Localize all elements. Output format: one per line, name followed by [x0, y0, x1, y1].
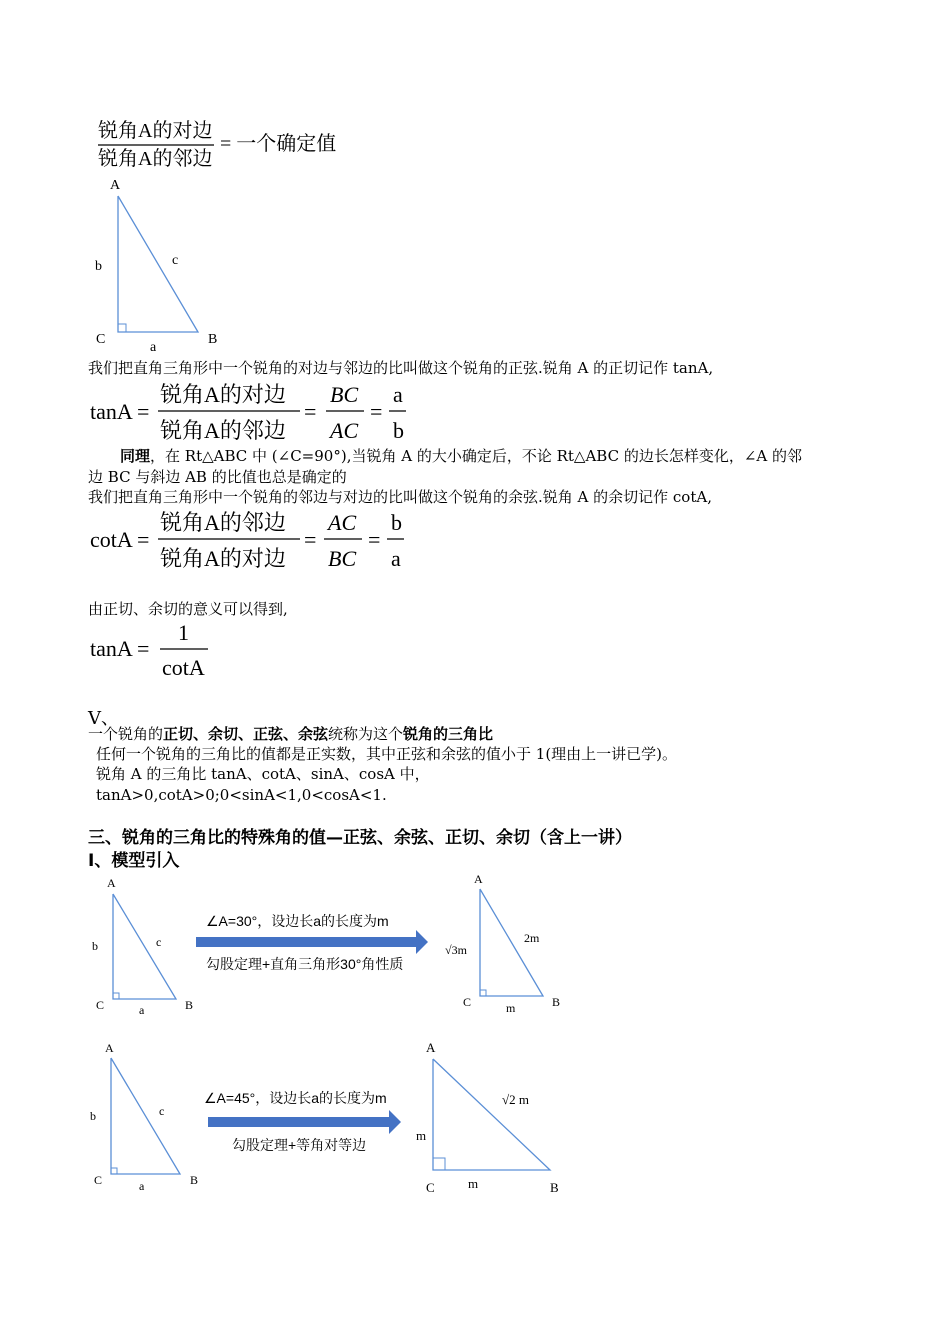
m45-right-bb: B: [550, 1180, 559, 1195]
para-same-line2: 边 BC 与斜边 AB 的比值也总是确定的: [88, 468, 347, 486]
model-45: [88, 1040, 588, 1200]
para-tan: 我们把直角三角形中一个锐角的对边与邻边的比叫做这个锐角的正弦.锐角 A 的正切记作 tanA,: [88, 359, 714, 377]
heading-model-intro: Ⅰ、模型引入: [88, 851, 180, 871]
formula-tan: [88, 378, 428, 444]
m30-left-c: c: [156, 935, 162, 949]
m30-right-cc: C: [463, 995, 472, 1009]
svg-text:=: =: [368, 527, 381, 552]
cot-lhs: cotA =: [90, 527, 150, 552]
formula-ratio: [98, 116, 348, 172]
m45-left-b: b: [90, 1109, 96, 1123]
m30-arrow-top: ∠A=30°，设边长a的长度为m: [206, 913, 389, 929]
section-v: V、: [88, 708, 119, 729]
para-meaning: 由正切、余切的意义可以得到,: [88, 600, 288, 618]
m45-left-c: c: [159, 1104, 165, 1118]
formula-num: 锐角A的对边: [98, 120, 213, 142]
formula-ratio-svg: [98, 116, 348, 172]
cot-den2: BC: [328, 546, 357, 571]
m45-arrow-bottom: 勾股定理+等角对等边: [232, 1137, 367, 1153]
m30-right-ab: 2m: [524, 931, 540, 945]
m30-left-sa: a: [139, 1003, 145, 1017]
cot-num1: 锐角A的邻边: [160, 510, 286, 535]
rel-num: 1: [178, 620, 189, 645]
tan-num1: 锐角A的对边: [160, 382, 286, 407]
m30-left-b: b: [92, 939, 98, 953]
formula-cot: [88, 508, 428, 574]
m30-left-a: A: [107, 876, 116, 890]
vertex-a: A: [110, 178, 121, 193]
svg-text:=: =: [304, 527, 317, 552]
v-line2: 任何一个锐角的三角比的值都是正实数，其中正弦和余弦的值小于 1(理由上一讲已学)。: [96, 745, 678, 763]
tan-num3: a: [393, 382, 403, 407]
formula-relation: [88, 618, 228, 682]
m45-left-sa: a: [139, 1179, 145, 1193]
cot-den3: a: [391, 546, 401, 571]
m30-right-a: A: [474, 872, 483, 886]
para-cot: 我们把直角三角形中一个锐角的邻边与对边的比叫做这个锐角的余弦.锐角 A 的余切记作 cotA,: [88, 488, 712, 506]
m45-left-a: A: [105, 1041, 114, 1055]
m30-arrow-bottom: 勾股定理+直角三角形30°角性质: [206, 956, 404, 972]
v-line3: 锐角 A 的三角比 tanA、cotA、sinA、cosA 中，: [96, 765, 430, 783]
svg-text:=: =: [370, 399, 383, 424]
tan-den1: 锐角A的邻边: [160, 418, 286, 443]
tan-den2: AC: [330, 418, 359, 443]
tan-den3: b: [393, 418, 404, 443]
m30-left-bb: B: [185, 998, 194, 1012]
tan-num2: BC: [330, 382, 359, 407]
m45-arrow-top: ∠A=45°，设边长a的长度为m: [204, 1090, 387, 1106]
side-a: a: [150, 340, 157, 354]
v-line1: 一个锐角的正切、余切、正弦、余弦统称为这个锐角的三角比: [88, 725, 494, 743]
arrow-icon: [208, 1110, 401, 1134]
m45-right-bc: m: [468, 1176, 479, 1191]
rel-den: cotA: [162, 655, 205, 680]
svg-text:=: =: [304, 399, 317, 424]
cot-den1: 锐角A的对边: [160, 546, 286, 571]
cot-num3: b: [391, 510, 402, 535]
side-b: b: [95, 259, 102, 274]
m30-left-cc: C: [96, 998, 105, 1012]
m45-right-cc: C: [426, 1180, 435, 1195]
rel-lhs: tanA =: [90, 636, 150, 661]
tan-lhs: tanA =: [90, 399, 150, 424]
cot-num2: AC: [328, 510, 357, 535]
heading-section3: 三、锐角的三角比的特殊角的值—正弦、余弦、正切、余切（含上一讲）: [88, 828, 632, 848]
m30-right-bb: B: [552, 995, 561, 1009]
side-c: c: [172, 253, 179, 268]
model-30: [88, 872, 588, 1022]
m45-right-ac: m: [416, 1128, 427, 1143]
formula-rhs: = 一个确定值: [220, 133, 337, 155]
m45-left-cc: C: [94, 1173, 103, 1187]
m45-right-ab: √2 m: [502, 1092, 529, 1107]
formula-den: 锐角A的邻边: [98, 148, 213, 170]
m45-left-bb: B: [190, 1173, 199, 1187]
v-line4: tanA>0,cotA>0;0<sinA<1,0<cosA<1.: [96, 786, 387, 804]
vertex-b: B: [208, 332, 218, 347]
m30-right-bc: m: [506, 1001, 516, 1015]
m45-right-a: A: [426, 1040, 436, 1055]
vertex-c: C: [96, 332, 106, 347]
para-same: 同理，在 Rt△ABC 中 (∠C=90°),当锐角 A 的大小确定后，不论 Rt△ABC 的边长怎样变化，∠A 的邻: [120, 447, 803, 465]
arrow-icon: [196, 930, 428, 954]
m30-right-ac: √3m: [445, 943, 467, 957]
triangle-main: [88, 174, 228, 354]
